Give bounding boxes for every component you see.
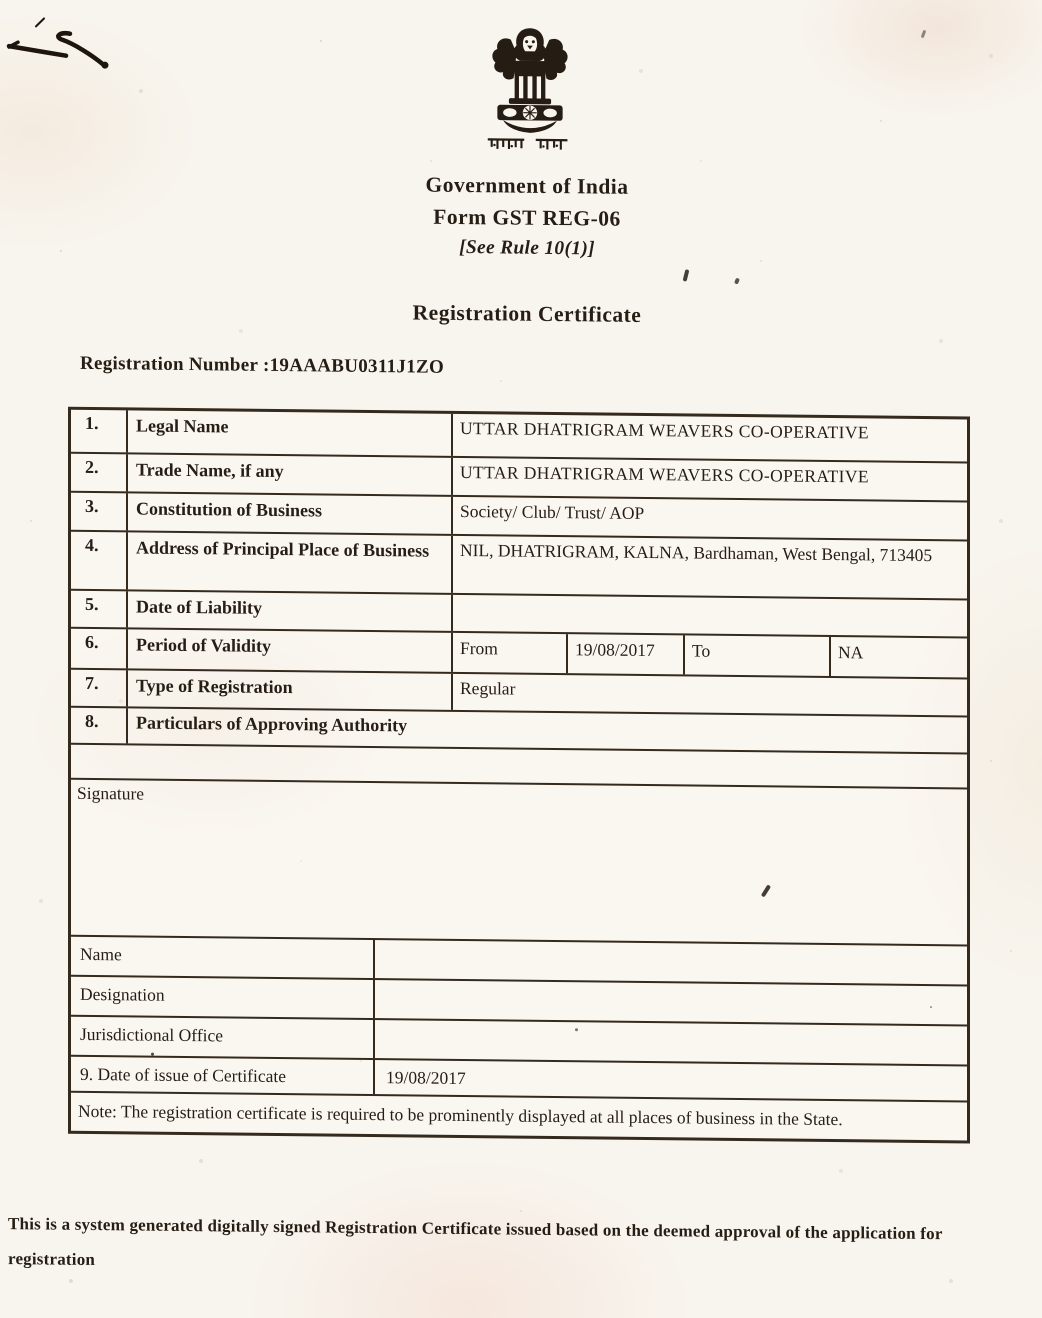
registration-table: [68, 407, 970, 1144]
row-label: Designation: [71, 977, 375, 1018]
row-number: 8.: [71, 708, 128, 744]
type-of-registration-value: Regular: [460, 677, 516, 699]
row-number: 2.: [71, 454, 128, 492]
to-date-cell: NA: [838, 642, 864, 663]
period-of-validity-cells: [453, 633, 967, 678]
note-text: Note: The registration certificate is required to be prominently displayed at all places of business in the State.: [78, 1100, 843, 1130]
certificate-title: Registration Certificate: [412, 300, 642, 327]
from-date-cell: 19/08/2017: [568, 634, 685, 674]
row-label: Type of Registration: [128, 670, 453, 710]
row-number: 1.: [71, 410, 128, 453]
name-value: [375, 940, 967, 984]
motto-satyameva-jayate: [488, 138, 568, 149]
row-label: Address of Principal Place of Business: [128, 532, 453, 593]
emblem-of-india: [482, 25, 578, 154]
row-number: 7.: [71, 670, 128, 707]
pen-scribble-mark: [2, 6, 222, 88]
footer-statement: This is a system generated digitally signed Registration Certificate issued based on the deemed approval of the application for registration: [8, 1214, 943, 1270]
row-label: Name: [71, 937, 375, 978]
government-of-india-line: Government of India: [425, 172, 629, 199]
date-of-issue-value: 19/08/2017: [386, 1067, 466, 1089]
form-number-line: Form GST REG-06: [433, 204, 621, 231]
ink-speck: [683, 269, 690, 282]
row-label: 9. Date of issue of Certificate: [71, 1057, 375, 1094]
address-value: NIL, DHATRIGRAM, KALNA, Bardhaman, West Bengal, 713405: [460, 539, 933, 566]
ink-speck: [930, 1006, 932, 1008]
row-label: Trade Name, if any: [128, 454, 453, 495]
ink-speck: [575, 1028, 578, 1031]
signature-cell: [71, 780, 967, 945]
table-row-address: [71, 530, 967, 599]
to-label-cell: To: [685, 635, 831, 676]
designation-value: [375, 980, 967, 1024]
row-label: Constitution of Business: [128, 493, 453, 534]
ink-speck: [921, 30, 927, 39]
row-label: Date of Liability: [128, 591, 453, 631]
row-number: 4.: [71, 532, 128, 590]
row-label: Legal Name: [128, 410, 453, 456]
row-number: 6.: [71, 629, 128, 669]
row-label: Jurisdictional Office: [71, 1017, 375, 1058]
lion-capital-icon: [482, 25, 578, 154]
ink-speck: [734, 278, 739, 285]
document-header: [6, 168, 1042, 265]
constitution-value: Society/ Club/ Trust/ AOP: [460, 500, 645, 523]
from-label-cell: From: [453, 633, 568, 673]
jurisdictional-office-value: [375, 1020, 967, 1064]
ink-speck: [151, 1053, 154, 1056]
row-number: 5.: [71, 591, 128, 628]
row-label: Particulars of Approving Authority: [136, 712, 408, 736]
ink-blot: [102, 62, 109, 69]
trade-name-value: UTTAR DHATRIGRAM WEAVERS CO-OPERATIVE: [460, 461, 869, 487]
table-row-signature: [71, 778, 967, 945]
registration-number-label: Registration Number :: [80, 352, 270, 376]
legal-name-value: UTTAR DHATRIGRAM WEAVERS CO-OPERATIVE: [460, 417, 869, 443]
registration-number-value: 19AAABU0311J1ZO: [269, 354, 445, 378]
date-of-liability-value: [453, 595, 967, 637]
registration-number-line: [80, 353, 444, 379]
row-number: 3.: [71, 493, 128, 531]
row-label: Period of Validity: [128, 629, 453, 672]
signature-label: Signature: [77, 782, 145, 804]
see-rule-line: [See Rule 10(1)]: [459, 236, 595, 260]
